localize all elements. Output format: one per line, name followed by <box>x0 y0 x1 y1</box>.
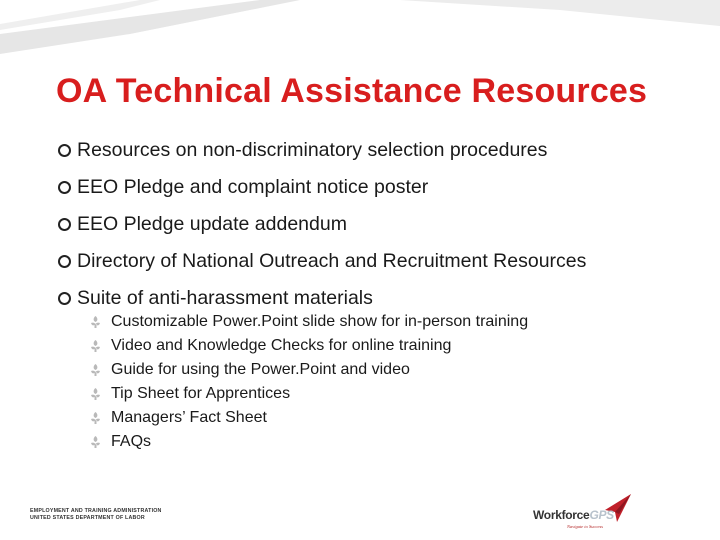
hollow-circle-icon <box>58 144 71 157</box>
fleur-mark-icon <box>90 411 101 425</box>
bullet-item <box>58 136 708 164</box>
bullet-text: Directory of National Outreach and Recruitment Resources <box>77 249 587 272</box>
sub-bullet-item <box>90 382 690 406</box>
hollow-circle-icon <box>58 218 71 231</box>
decorative-corner-band <box>0 0 720 80</box>
bullet-text: Resources on non-discriminatory selection procedures <box>77 138 548 161</box>
hollow-circle-icon <box>58 292 71 305</box>
sub-bullet-text: Customizable Power.Point slide show for in-person training <box>111 313 529 330</box>
sub-bullet-text: Tip Sheet for Apprentices <box>111 385 291 402</box>
logo-tagline: Navigate to Success <box>567 524 603 529</box>
sub-bullet-item <box>90 430 690 454</box>
workforcegps-logo <box>533 492 643 536</box>
bullet-text: EEO Pledge and complaint notice poster <box>77 175 429 198</box>
bullet-text: Suite of anti-harassment materials <box>77 286 373 309</box>
hollow-circle-icon <box>58 255 71 268</box>
eta-footer-logo <box>30 508 162 522</box>
fleur-mark-icon <box>90 363 101 377</box>
sub-bullet-text: Guide for using the Power.Point and video <box>111 361 410 378</box>
logo-name-prefix: Workforce <box>533 508 590 522</box>
bullet-list <box>58 136 708 321</box>
bullet-item <box>58 210 708 238</box>
bullet-item <box>58 173 708 201</box>
logo-wordmark <box>533 508 614 522</box>
fleur-mark-icon <box>90 435 101 449</box>
bullet-text: EEO Pledge update addendum <box>77 212 347 235</box>
fleur-mark-icon <box>90 387 101 401</box>
sub-bullet-item <box>90 358 690 382</box>
bullet-item <box>58 284 708 312</box>
sub-bullet-text: Managers’ Fact Sheet <box>111 409 267 426</box>
slide-title: OA Technical Assistance Resources <box>56 72 648 110</box>
sub-bullet-text: FAQs <box>111 433 152 450</box>
sub-bullet-text: Video and Knowledge Checks for online training <box>111 337 452 354</box>
sub-bullet-list <box>90 310 690 454</box>
fleur-mark-icon <box>90 315 101 329</box>
hollow-circle-icon <box>58 181 71 194</box>
sub-bullet-item <box>90 310 690 334</box>
agency-name: EMPLOYMENT AND TRAINING ADMINISTRATION <box>30 508 162 514</box>
fleur-mark-icon <box>90 339 101 353</box>
sub-bullet-item <box>90 406 690 430</box>
department-name: UNITED STATES DEPARTMENT OF LABOR <box>30 515 145 521</box>
bullet-item <box>58 247 708 275</box>
sub-bullet-item <box>90 334 690 358</box>
logo-name-suffix: GPS <box>589 508 614 522</box>
